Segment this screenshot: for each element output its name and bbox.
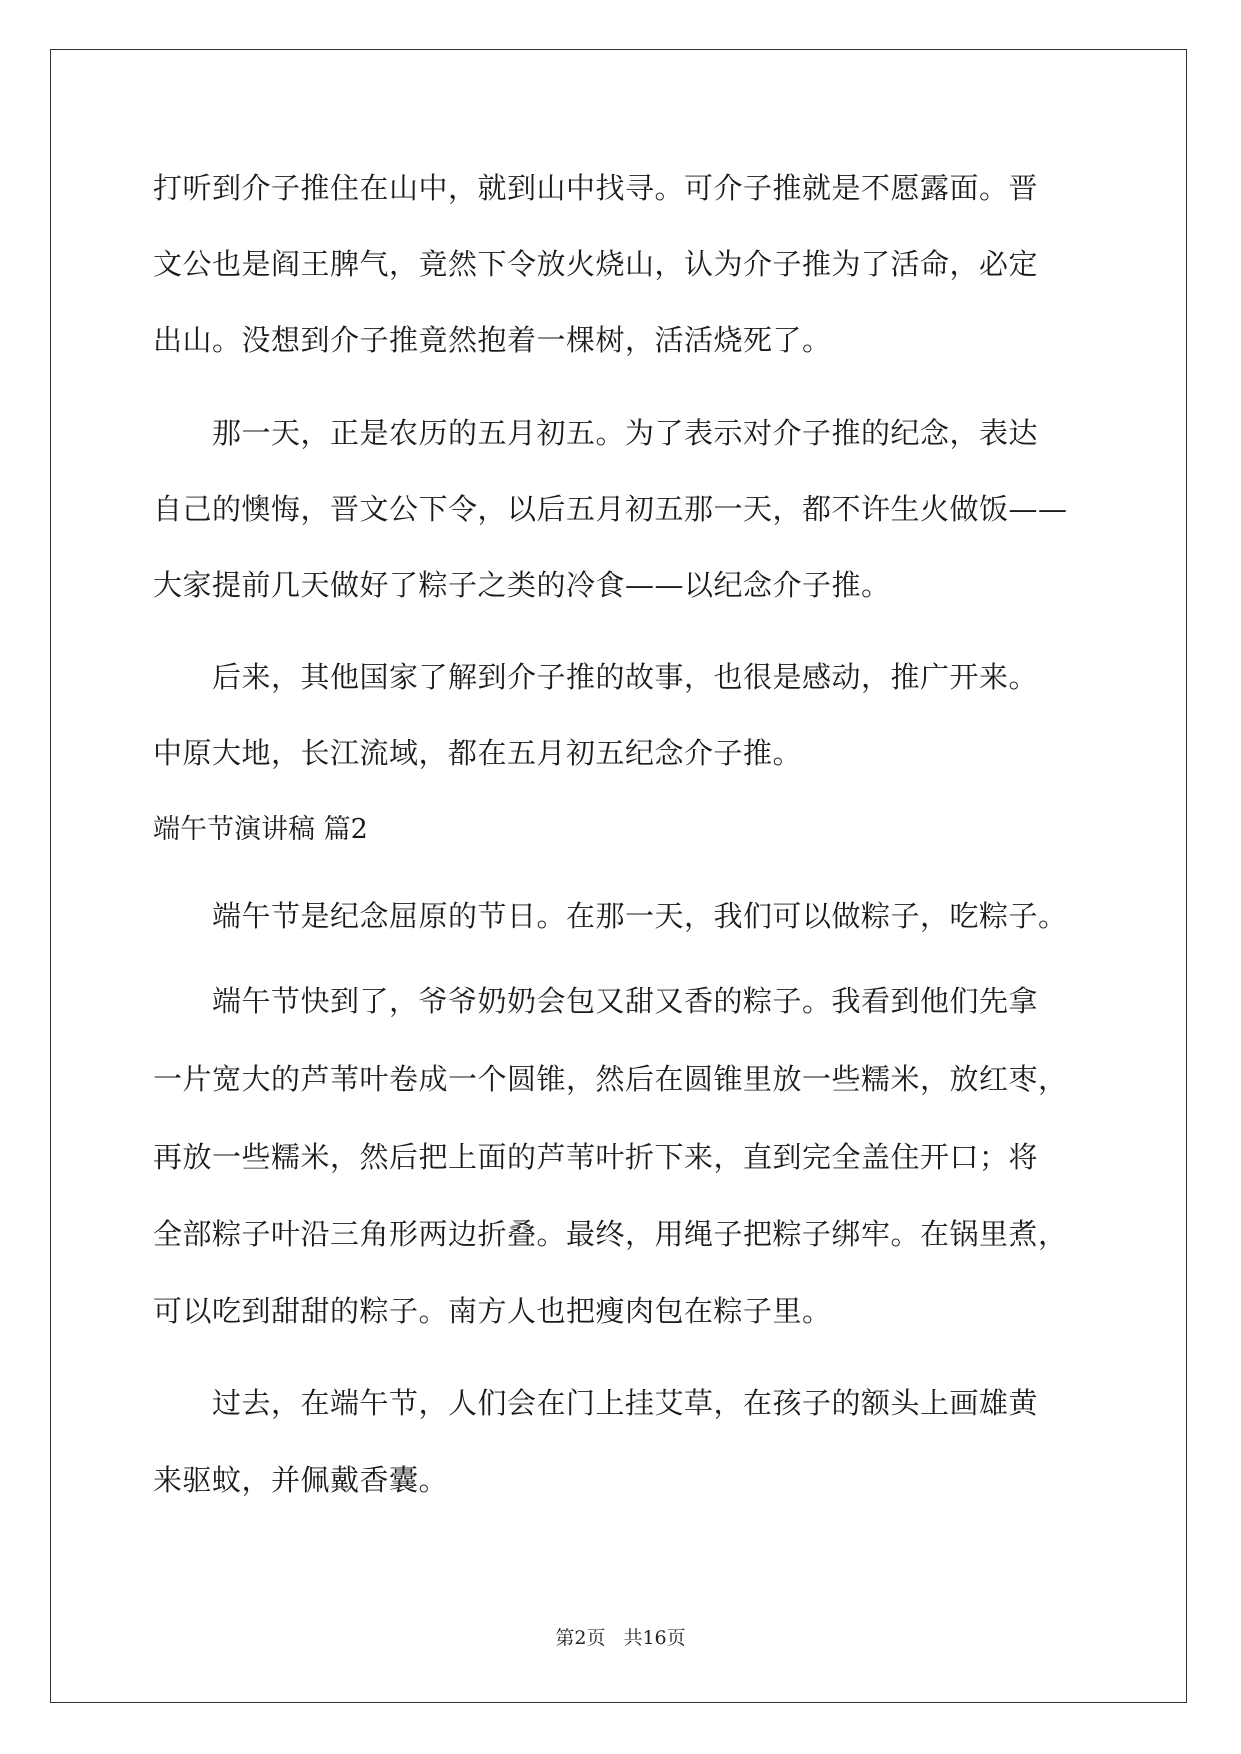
body-line-4: 那一天，正是农历的五月初五。为了表示对介子推的纪念，表达	[153, 416, 1039, 450]
body-line-5: 自己的懊悔，晋文公下令，以后五月初五那一天，都不许生火做饭——	[153, 492, 1068, 526]
page-border	[50, 49, 1187, 1703]
body-line-1: 打听到介子推住在山中，就到山中找寻。可介子推就是不愿露面。晋	[153, 171, 1039, 205]
body-line-10: 端午节快到了，爷爷奶奶会包又甜又香的粽子。我看到他们先拿	[153, 984, 1039, 1018]
body-line-9: 端午节是纪念屈原的节日。在那一天，我们可以做粽子，吃粽子。	[153, 899, 1068, 933]
body-line-14: 可以吃到甜甜的粽子。南方人也把瘦肉包在粽子里。	[153, 1294, 832, 1328]
page-number-total: 共16页	[623, 1627, 686, 1649]
body-line-6: 大家提前几天做好了粽子之类的冷食——以纪念介子推。	[153, 568, 891, 602]
section-heading: 端午节演讲稿 篇2	[153, 814, 368, 845]
body-line-8: 中原大地，长江流域，都在五月初五纪念介子推。	[153, 736, 803, 770]
body-line-16: 来驱蚊，并佩戴香囊。	[153, 1463, 449, 1497]
body-line-11: 一片宽大的芦苇叶卷成一个圆锥，然后在圆锥里放一些糯米，放红枣，	[153, 1062, 1068, 1096]
body-line-3: 出山。没想到介子推竟然抱着一棵树，活活烧死了。	[153, 323, 832, 357]
body-line-7: 后来，其他国家了解到介子推的故事，也很是感动，推广开来。	[153, 660, 1039, 694]
body-line-12: 再放一些糯米，然后把上面的芦苇叶折下来，直到完全盖住开口；将	[153, 1140, 1039, 1174]
body-line-2: 文公也是阎王脾气，竟然下令放火烧山，认为介子推为了活命，必定	[153, 247, 1039, 281]
page-footer	[0, 1626, 1241, 1650]
body-line-13: 全部粽子叶沿三角形两边折叠。最终，用绳子把粽子绑牢。在锅里煮，	[153, 1217, 1068, 1251]
body-line-15: 过去，在端午节，人们会在门上挂艾草，在孩子的额头上画雄黄	[153, 1386, 1039, 1420]
page-number-current: 第2页	[555, 1627, 606, 1649]
